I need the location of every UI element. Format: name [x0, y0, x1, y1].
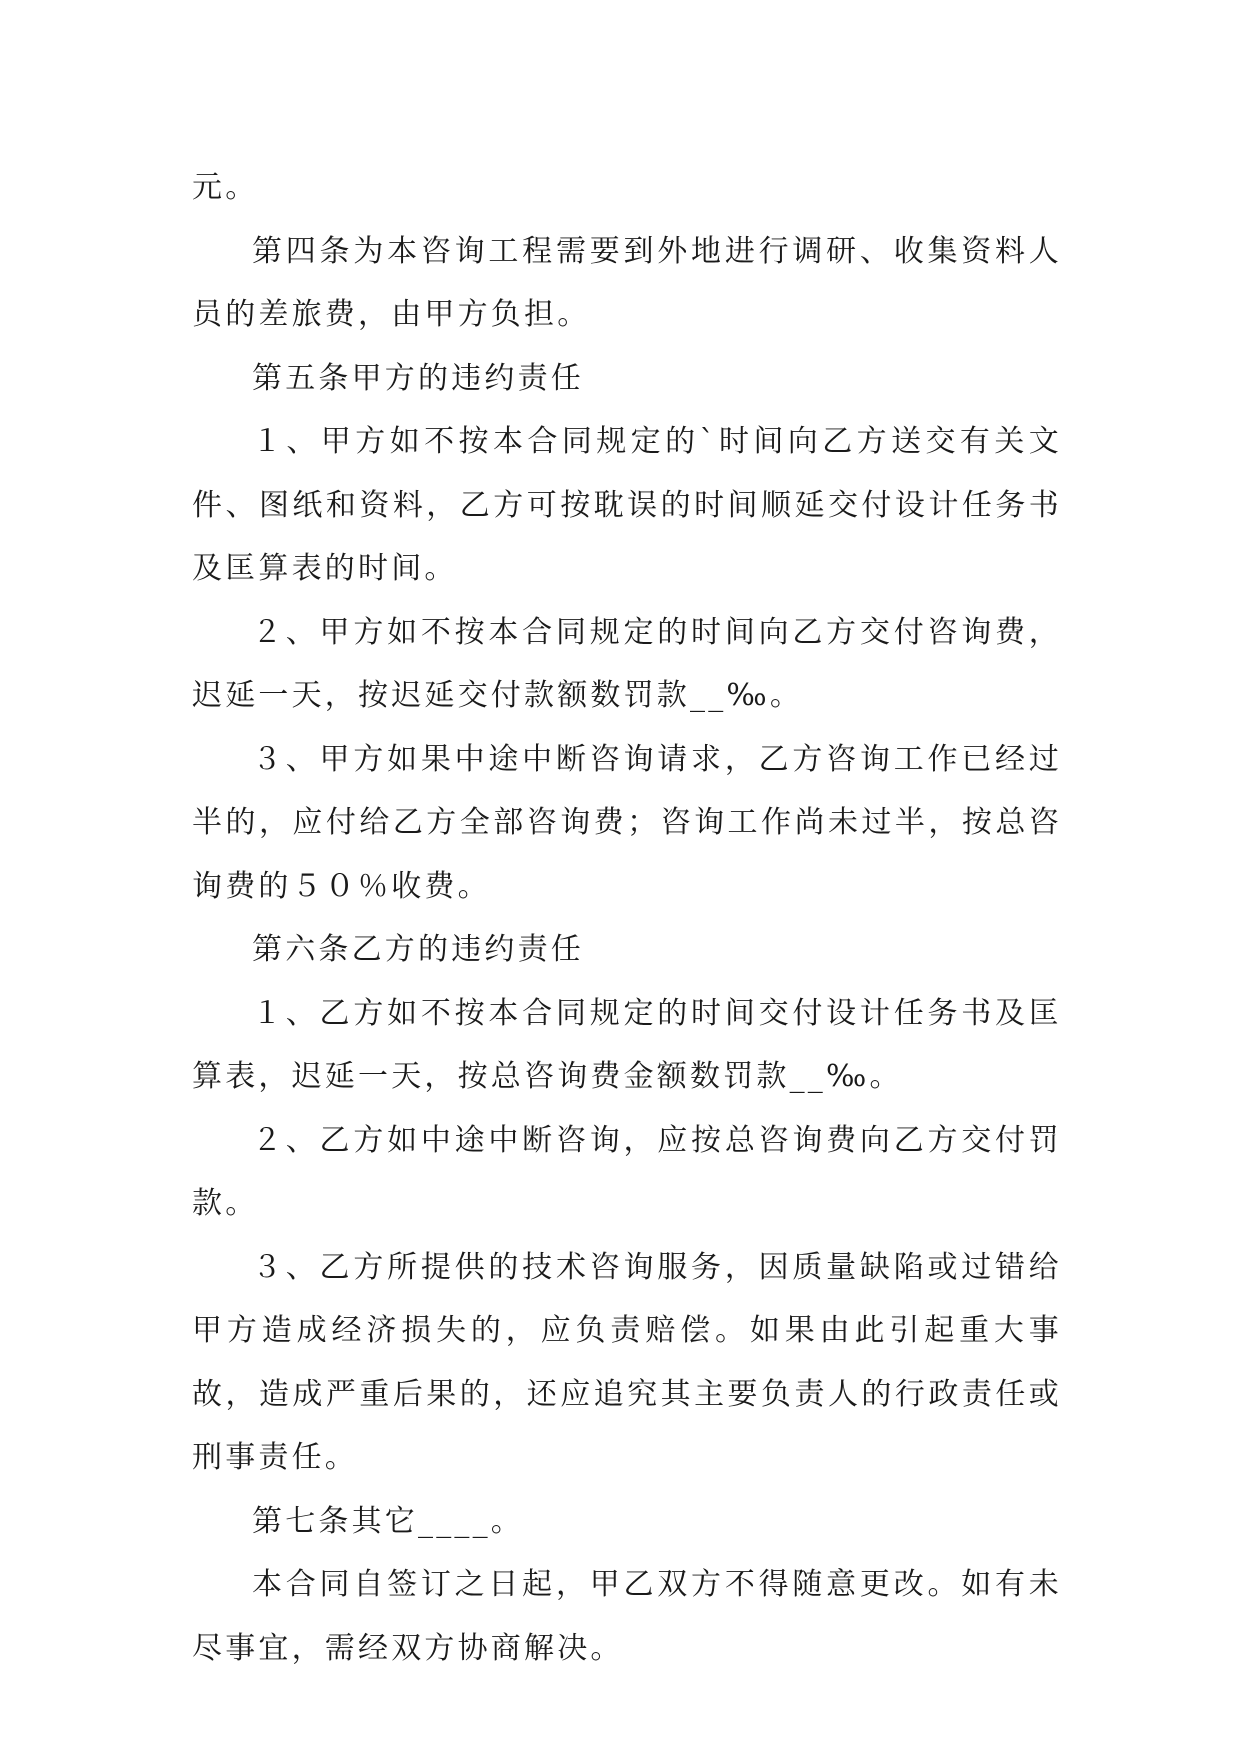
- paragraph-continuation: 元。: [192, 170, 259, 205]
- heading-article-6: 第六条乙方的违约责任: [252, 932, 584, 967]
- paragraph-article-5-item-1: １、甲方如不按本合同规定的`时间向乙方送交有关文件、图纸和资料，乙方可按耽误的时间顺延交付设计任务书及匡算表的时间。: [192, 424, 1062, 586]
- paragraph-article-6-item-3: ３、乙方所提供的技术咨询服务，因质量缺陷或过错给甲方造成经济损失的，应负责赔偿。如果由此引起重大事故，造成严重后果的，还应追究其主要负责人的行政责任或刑事责任。: [192, 1249, 1062, 1475]
- paragraph-article-5-item-2: ２、甲方如不按本合同规定的时间向乙方交付咨询费，迟延一天，按迟延交付款额数罚款__‰。: [192, 614, 1062, 713]
- paragraph-article-5-item-3: ３、甲方如果中途中断咨询请求，乙方咨询工作已经过半的，应付给乙方全部咨询费；咨询工作尚未过半，按总咨询费的５０％收费。: [192, 741, 1062, 904]
- heading-article-5: 第五条甲方的违约责任: [252, 360, 584, 396]
- paragraph-article-6-item-2: ２、乙方如中途中断咨询，应按总咨询费向乙方交付罚款。: [192, 1122, 1062, 1221]
- paragraph-closing: 本合同自签订之日起，甲乙双方不得随意更改。如有未尽事宜，需经双方协商解决。: [192, 1567, 1062, 1666]
- paragraph-article-7: 第七条其它____。: [252, 1503, 524, 1539]
- paragraph-article-6-item-1: １、乙方如不按本合同规定的时间交付设计任务书及匡算表，迟延一天，按总咨询费金额数罚款__‰。: [192, 995, 1062, 1094]
- document-body: [192, 156, 1062, 1680]
- paragraph-article-4: 第四条为本咨询工程需要到外地进行调研、收集资料人员的差旅费，由甲方负担。: [192, 233, 1062, 332]
